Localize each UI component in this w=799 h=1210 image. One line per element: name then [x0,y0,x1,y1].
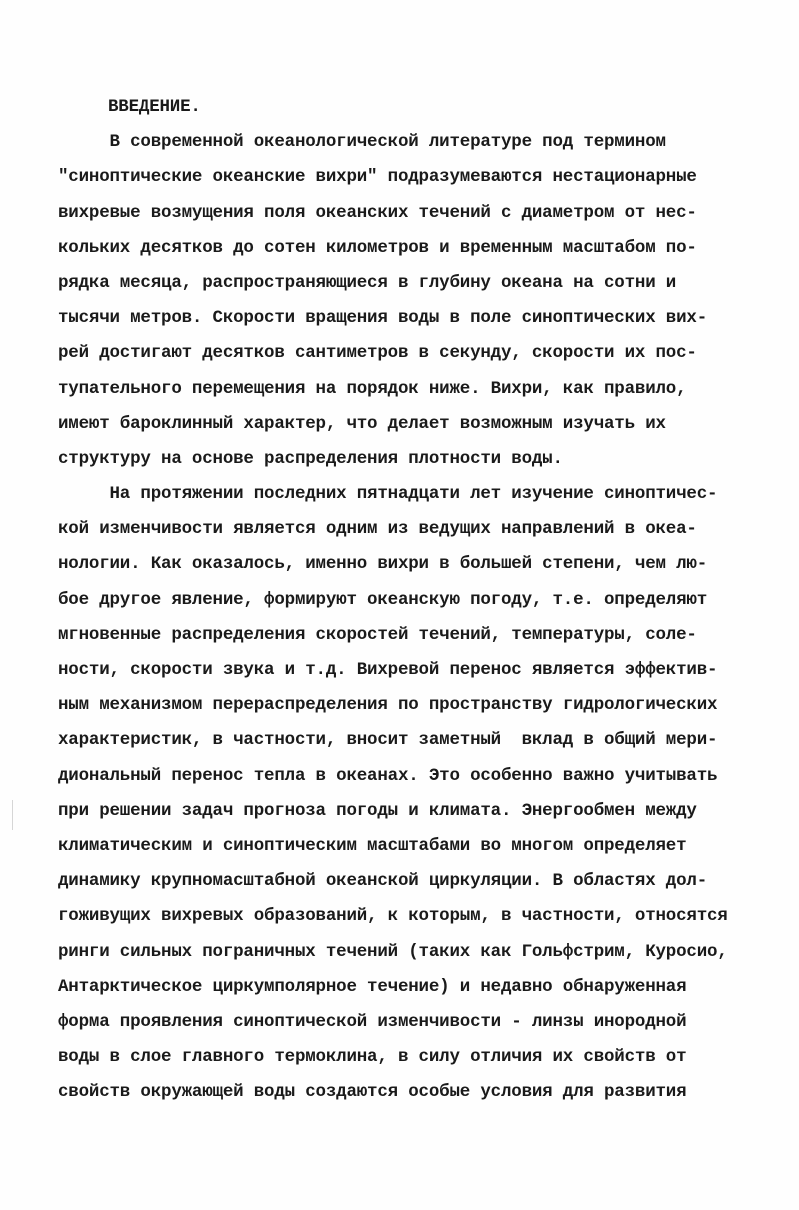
text-line: рей достигают десятков сантиметров в секунду, скорости их пос- [58,343,697,364]
section-heading: ВВЕДЕНИЕ. [108,97,201,117]
text-line: рядка месяца, распространяющиеся в глубину океана на сотни и [58,272,677,293]
text-line: воды в слое главного термоклина, в силу отличия их свойств от [58,1047,687,1068]
text-line: динамику крупномасштабной океанской циркуляции. В областях дол- [58,871,708,892]
text-line: диональный перенос тепла в океанах. Это особенно важно учитывать [58,765,718,786]
text-line: бое другое явление, формируют океанскую погоду, т.е. определяют [58,589,708,610]
text-line: мгновенные распределения скоростей течений, температуры, соле- [58,624,697,645]
text-line: нологии. Как оказалось, именно вихри в большей степени, чем лю- [58,554,708,575]
text-line: структуру на основе распределения плотности воды. [58,448,563,469]
text-line: характеристик, в частности, вносит заметный вклад в общий мери- [58,730,718,751]
text-line: климатическим и синоптическим масштабами во многом определяет [58,835,687,856]
text-line: В современной океанологической литературе под термином [58,132,666,153]
text-line: тысячи метров. Скорости вращения воды в поле синоптических вих- [58,308,708,329]
text-line: "синоптические океанские вихри" подразумеваются нестационарные [58,167,697,188]
text-line: ности, скорости звука и т.д. Вихревой перенос является эффектив- [58,660,718,680]
text-line: имеют бароклинный характер, что делает возможным изучать их [58,413,666,434]
text-line: ринги сильных пограничных течений (таких как Гольфстрим, Куросио, [58,941,728,962]
text-line: На протяжении последних пятнадцати лет изучение синоптичес- [58,484,718,505]
document-body [58,90,762,1110]
text-line: гоживущих вихревых образований, к которым, в частности, относятся [58,906,728,927]
text-line: Антарктическое циркумполярное течение) и недавно обнаруженная [58,976,687,997]
text-line: ным механизмом перераспределения по пространству гидрологических [58,695,718,716]
text-line: вихревые возмущения поля океанских течений с диаметром от нес- [58,202,697,223]
text-line: кой изменчивости является одним из ведущих направлений в окea- [58,519,697,540]
text-line: форма проявления синоптической изменчивости - линзы инородной [58,1011,687,1032]
text-line: при решении задач прогноза погоды и климата. Энергообмен между [58,800,697,821]
text-line: свойств окружающей воды создаются особые условия для развития [58,1082,687,1103]
margin-mark [12,800,13,830]
text-line: кольких десятков до сотен километров и временным масштабом по- [58,237,697,258]
text-line: тупательного перемещения на порядок ниже. Вихри, как правило, [58,378,687,399]
